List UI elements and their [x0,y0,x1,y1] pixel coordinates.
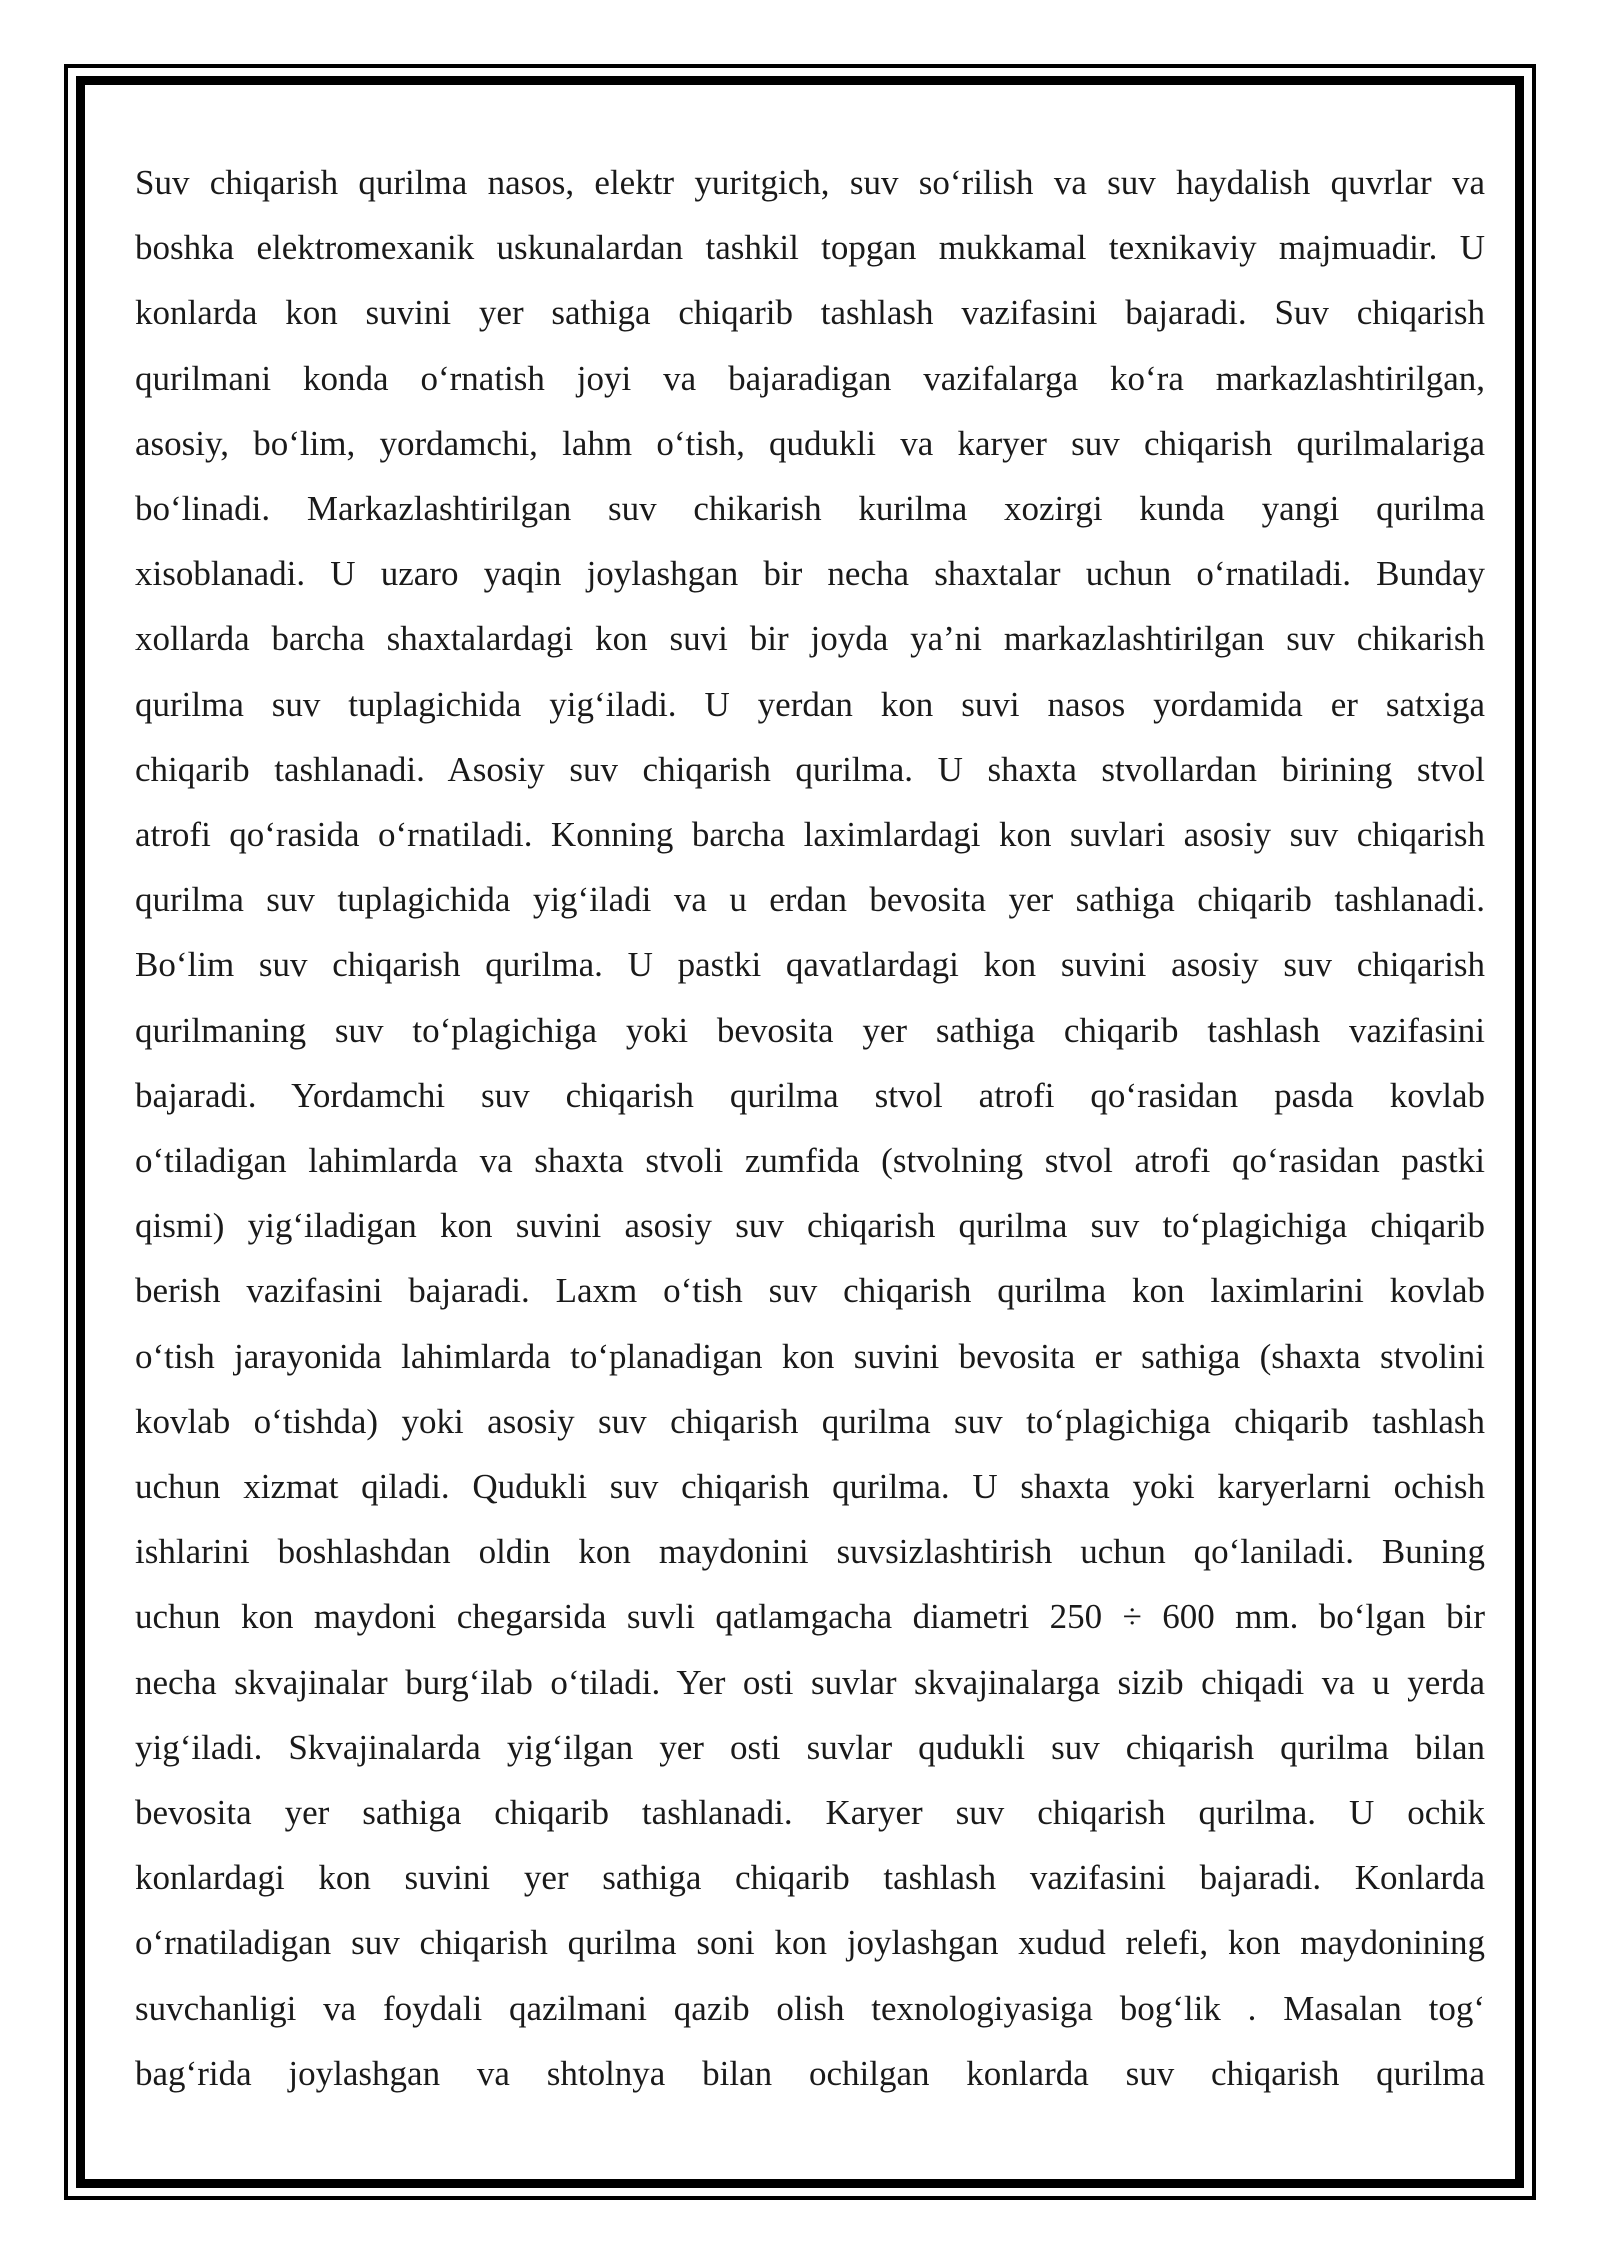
text-line: o‘rnatiladigan suv chiqarish qurilma soni kon joylashgan xudud relefi, kon maydonining [135,1923,1485,1963]
text-line: qurilma suv tuplagichida yig‘iladi va u erdan bevosita yer sathiga chiqarib tashlanadi. [135,880,1485,920]
text-line: xollarda barcha shaxtalardagi kon suvi bir joyda ya’ni markazlashtirilgan suv chikarish [135,619,1485,659]
text-line: qurilmani konda o‘rnatish joyi va bajaradigan vazifalarga ko‘ra markazlashtirilgan, [135,358,1485,398]
text-line: kovlab o‘tishda) yoki asosiy suv chiqarish qurilma suv to‘plagichiga chiqarib tashlash [135,1401,1485,1441]
text-line: uchun xizmat qiladi. Qudukli suv chiqarish qurilma. U shaxta yoki karyerlarni ochish [135,1467,1485,1507]
text-line: ishlarini boshlashdan oldin kon maydonini suvsizlashtirish uchun qo‘laniladi. Buning [135,1532,1485,1572]
text-line: o‘tish jarayonida lahimlarda to‘planadigan kon suvini bevosita er sathiga (shaxta stvolini [135,1336,1485,1376]
text-line: suvchanligi va foydali qazilmani qazib olish texnologiyasiga bog‘lik . Masalan tog‘ [135,1988,1485,2028]
text-line: xisoblanadi. U uzaro yaqin joylashgan bir necha shaxtalar uchun o‘rnatiladi. Bunday [135,554,1485,594]
text-line: Bo‘lim suv chiqarish qurilma. U pastki qavatlardagi kon suvini asosiy suv chiqarish [135,945,1485,985]
text-line: berish vazifasini bajaradi. Laxm o‘tish suv chiqarish qurilma kon laximlarini kovlab [135,1271,1485,1311]
text-line: konlardagi kon suvini yer sathiga chiqarib tashlash vazifasini bajaradi. Konlarda [135,1858,1485,1898]
text-line: bajaradi. Yordamchi suv chiqarish qurilma stvol atrofi qo‘rasidan pasda kovlab [135,1075,1485,1115]
body-text [135,150,1485,2106]
text-line: qismi) yig‘iladigan kon suvini asosiy suv chiqarish qurilma suv to‘plagichiga chiqarib [135,1206,1485,1246]
text-line: yig‘iladi. Skvajinalarda yig‘ilgan yer osti suvlar qudukli suv chiqarish qurilma bilan [135,1727,1485,1767]
text-line: o‘tiladigan lahimlarda va shaxta stvoli zumfida (stvolning stvol atrofi qo‘rasidan pastki [135,1141,1485,1181]
text-line: bag‘rida joylashgan va shtolnya bilan ochilgan konlarda suv chiqarish qurilma [135,2053,1485,2093]
text-line: asosiy, bo‘lim, yordamchi, lahm o‘tish, qudukli va karyer suv chiqarish qurilmalariga [135,423,1485,463]
text-line: atrofi qo‘rasida o‘rnatiladi. Konning barcha laximlardagi kon suvlari asosiy suv chiqarish [135,815,1485,855]
text-line: qurilmaning suv to‘plagichiga yoki bevosita yer sathiga chiqarib tashlash vazifasini [135,1010,1485,1050]
text-line: chiqarib tashlanadi. Asosiy suv chiqarish qurilma. U shaxta stvollardan birining stvol [135,749,1485,789]
text-line: konlarda kon suvini yer sathiga chiqarib tashlash vazifasini bajaradi. Suv chiqarish [135,293,1485,333]
text-line: bevosita yer sathiga chiqarib tashlanadi. Karyer suv chiqarish qurilma. U ochik [135,1793,1485,1833]
text-line: uchun kon maydoni chegarsida suvli qatlamgacha diametri 250 ÷ 600 mm. bo‘lgan bir [135,1597,1485,1637]
text-line: necha skvajinalar burg‘ilab o‘tiladi. Yer osti suvlar skvajinalarga sizib chiqadi va u yerda [135,1662,1485,1702]
text-line: qurilma suv tuplagichida yig‘iladi. U yerdan kon suvi nasos yordamida er satxiga [135,684,1485,724]
text-line: bo‘linadi. Markazlashtirilgan suv chikarish kurilma xozirgi kunda yangi qurilma [135,489,1485,529]
text-line: boshka elektromexanik uskunalardan tashkil topgan mukkamal texnikaviy majmuadir. U [135,228,1485,268]
text-line: Suv chiqarish qurilma nasos, elektr yuritgich, suv so‘rilish va suv haydalish quvrlar va [135,163,1485,202]
